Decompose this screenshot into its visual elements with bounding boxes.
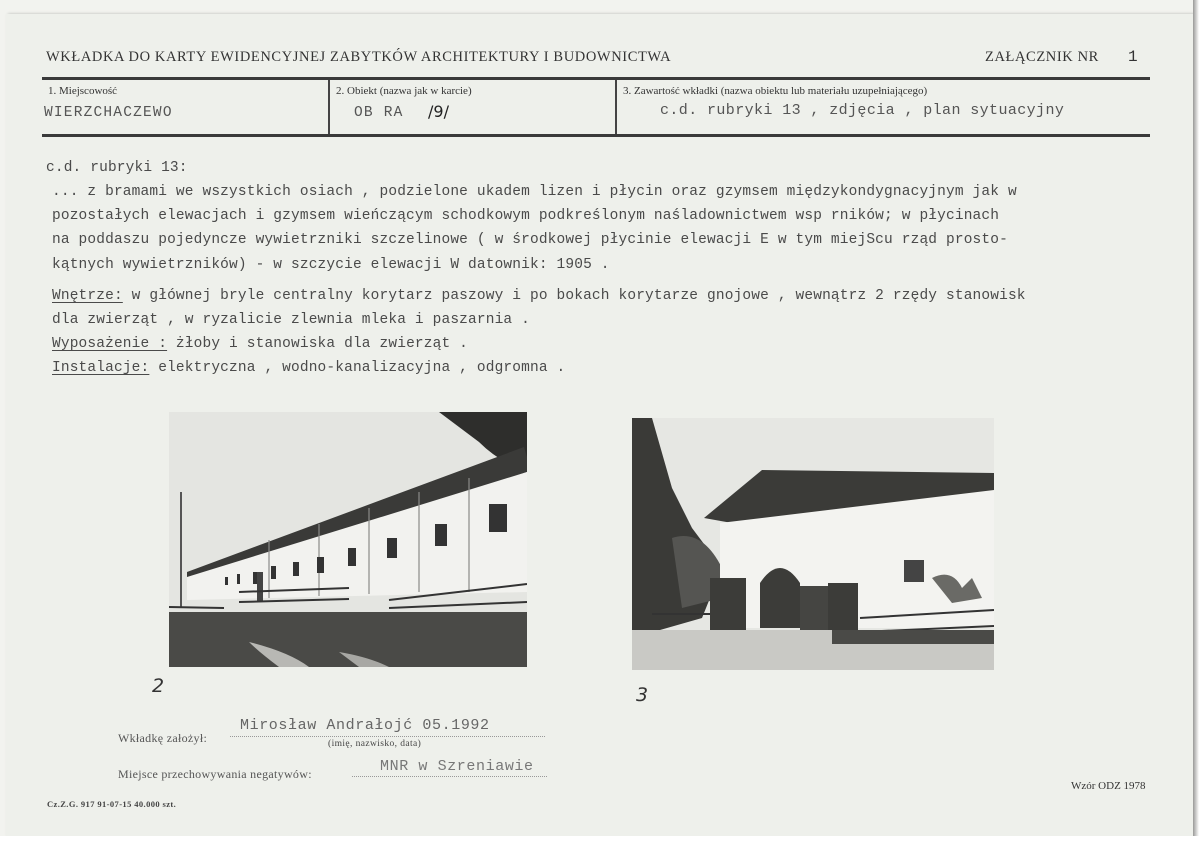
section-equipment-text: żłoby i stanowiska dla zwierząt . xyxy=(167,336,469,352)
negatives-location-value: MNR w Szreniawie xyxy=(380,758,534,775)
section-interior xyxy=(52,288,1026,304)
annex-label: ZAŁĄCZNIK NR xyxy=(985,49,1099,65)
document-title: WKŁADKA DO KARTY EWIDENCYJNEJ ZABYTKÓW ARCHITEKTURY I BUDOWNICTWA xyxy=(46,49,672,65)
field-value-object: OB RA xyxy=(354,105,404,121)
photo-barn-end-elevation xyxy=(632,418,994,670)
template-info-text: Wzór ODZ 1978 xyxy=(1071,780,1146,792)
table-top-rule xyxy=(42,77,1150,80)
section-installations-text: elektryczna , wodno-kanalizacyjna , odgromna . xyxy=(149,360,566,376)
created-by-label: Wkładkę założył: xyxy=(118,731,208,745)
table-divider xyxy=(615,80,617,134)
created-by-hint: (imię, nazwisko, data) xyxy=(328,739,422,749)
body-heading: c.d. rubryki 13: xyxy=(46,160,188,176)
table-divider xyxy=(328,80,330,134)
section-interior-text: w głównej bryle centralny korytarz paszowy i po bokach korytarze gnojowe , wewnątrz 2 rzędy stanowisk xyxy=(122,288,1026,304)
barn-photo-image xyxy=(632,418,994,670)
section-equipment-label: Wyposażenie : xyxy=(52,336,168,352)
created-by-dotted-line xyxy=(230,736,545,737)
negatives-dotted-line xyxy=(352,776,547,777)
created-by-value: Mirosław Andrałojć 05.1992 xyxy=(240,717,490,734)
scan-edge-bottom xyxy=(0,836,1199,850)
print-info: Cz.Z.G. 917 91-07-15 40.000 szt. xyxy=(47,799,177,809)
section-interior-label: Wnętrze: xyxy=(52,288,123,304)
field-label-locality: 1. Miejscowość xyxy=(48,85,118,97)
scan-edge-right xyxy=(1193,0,1199,850)
field-value-object-number: /9/ xyxy=(428,102,449,121)
section-interior-text-2: dla zwierząt , w ryzalicie zlewnia mleka i paszarnia . xyxy=(52,312,530,328)
barn-photo-image xyxy=(169,412,527,667)
section-equipment xyxy=(52,336,468,352)
annex-number: 1 xyxy=(1128,48,1138,66)
photo-caption-3: 3 xyxy=(636,684,649,706)
section-installations xyxy=(52,360,565,376)
photo-caption-2: 2 xyxy=(152,675,165,697)
body-line: ... z bramami we wszystkich osiach , podzielone ukadem lizen i płycin oraz gzymsem międzykondygnacyjnym jak w xyxy=(52,184,1017,200)
body-line: pozostałych elewacjach i gzymsem wieńczącym schodkowym podkreślonym naśladownictwem wsp rników; w płycinach xyxy=(52,208,1000,224)
negatives-location-label: Miejsce przechowywania negatywów: xyxy=(118,767,312,781)
body-line: na poddaszu pojedyncze wywietrzniki szczelinowe ( w środkowej płycinie elewacji E w tym miejScu rząd prosto- xyxy=(52,232,1008,248)
field-label-object: 2. Obiekt (nazwa jak w karcie) xyxy=(336,85,472,97)
section-interior-continued xyxy=(52,312,530,328)
template-info xyxy=(1071,780,1146,792)
field-value-contents: c.d. rubryki 13 , zdjęcia , plan sytuacyjny xyxy=(660,102,1065,119)
field-label-contents: 3. Zawartość wkładki (nazwa obiektu lub materiału uzupełniającego) xyxy=(623,85,928,97)
field-value-locality: WIERZCHACZEWO xyxy=(44,105,173,121)
section-installations-label: Instalacje: xyxy=(52,360,150,376)
photo-barn-long-elevation xyxy=(169,412,527,667)
table-bottom-rule xyxy=(42,134,1150,137)
body-line: kątnych wywietrzników) - w szczycie elewacji W datownik: 1905 . xyxy=(52,257,610,273)
